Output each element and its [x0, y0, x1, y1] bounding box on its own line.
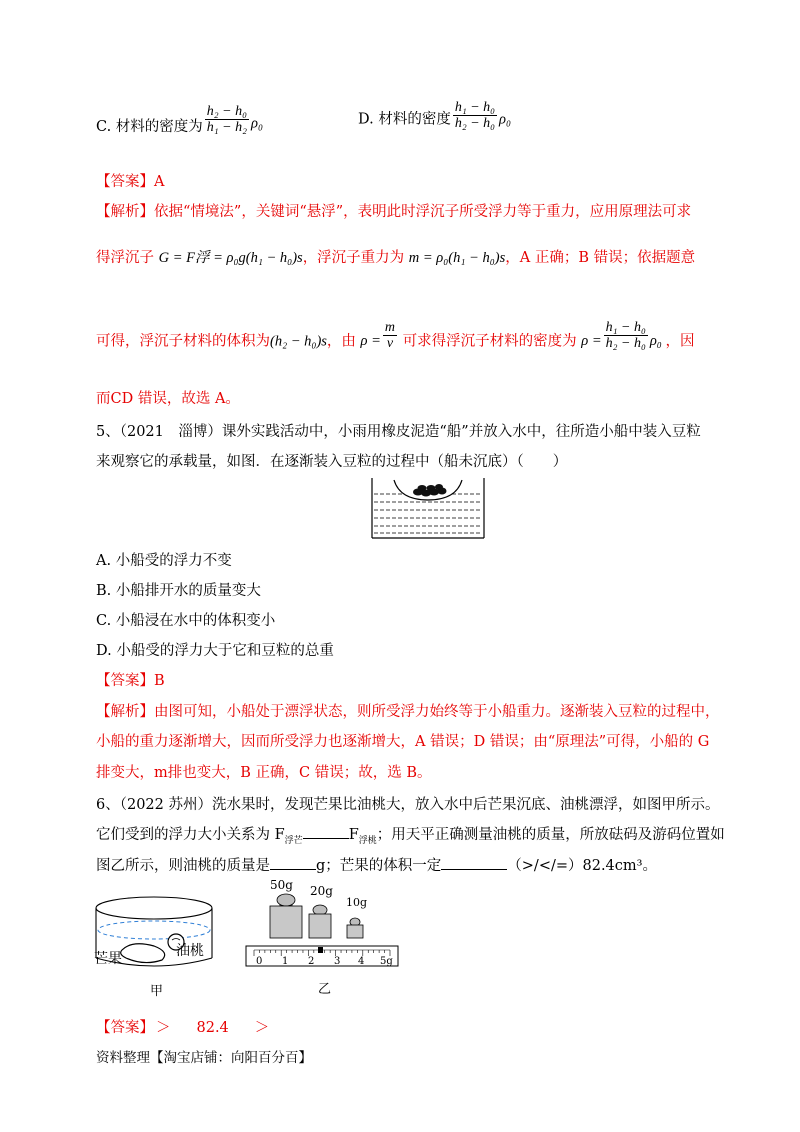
boat-figure	[370, 476, 486, 540]
q4-answer: 【答案】A	[96, 174, 165, 190]
formula-volume: (h₂ − h₀)s	[270, 333, 327, 350]
weight-10g	[347, 918, 363, 938]
q6-stem-line2: 它们受到的浮力大小关系为 $F_{浮芒}$ $F_{浮桃}$；用天平正确测量油桃的质量，所放砝码及游码位置如	[96, 827, 725, 846]
blank-3[interactable]	[441, 857, 507, 870]
peach-label: 油桃	[176, 943, 204, 959]
figure-yi-caption: 乙	[318, 982, 332, 997]
q6-answer: 【答案】 ＞ 82.4 ＞	[96, 1020, 270, 1036]
blank-2[interactable]	[270, 857, 316, 870]
formula-density-result: ρ = $\frac{\text{h₁ − h₀}}{\text{h₂ − h₀}}$ ρ₀	[581, 320, 662, 352]
q5-option-b: B. 小船排开水的质量变大	[96, 583, 261, 599]
q5-explanation-line1: 【解析】由图可知，小船处于漂浮状态，则所受浮力始终等于小船重力。逐渐装入豆粒的过程中，	[96, 704, 720, 720]
weight-50g-label: 50g	[270, 878, 293, 892]
option-d-label: D. 材料的密度	[358, 111, 451, 128]
q4-explanation-line3: 可得，浮沉子材料的体积为(h₂ − h₀)s，由 ρ = $\frac{m}{v}$ 可求得浮沉子材料的密度为 ρ = $\frac{\text{h₁ − h₀}}{\text{h₂ − h₀}}$ ρ₀ ，因	[96, 320, 695, 352]
scale-tick-labels: 0 1 2 3 4 5g	[256, 956, 393, 967]
weight-50g	[270, 894, 302, 938]
blank-1[interactable]	[303, 826, 349, 839]
q5-option-c: C. 小船浸在水中的体积变小	[96, 613, 276, 629]
option-c-label: C. 材料的密度为	[96, 118, 203, 135]
option-d: D. 材料的密度 $\frac{\text{h₁ − h₀}}{\text{h₂ − h₀}}$ ρ₀	[358, 100, 512, 132]
weight-20g	[309, 905, 331, 938]
q5-answer: 【答案】B	[96, 673, 165, 689]
option-c-fraction: $\frac{\text{h₂ − h₀}}{\text{h₁ − h₂}}$	[206, 104, 247, 136]
formula-buoyancy: G = F浮 = ρ₀g(h₁ − h₀)s	[158, 250, 303, 266]
weight-20g-label: 20g	[310, 884, 333, 898]
formula-mass: m = ρ₀(h₁ − h₀)s	[408, 250, 506, 266]
q5-explanation-line3: 排变大，m排也变大，B 正确，C 错误；故，选 B。	[96, 765, 432, 781]
rider[interactable]	[318, 947, 323, 953]
weight-10g-label: 10g	[346, 896, 368, 909]
figure-jia-caption: 甲	[150, 984, 164, 999]
q6-stem-line1: 6、（2022 苏州）洗水果时，发现芒果比油桃大，放入水中后芒果沉底、油桃漂浮，如图甲所示。	[96, 797, 720, 813]
q5-stem-line1: 5、（2021 淄博）课外实践活动中，小雨用橡皮泥造“船”并放入水中，往所造小船中装入豆粒	[96, 424, 701, 440]
q5-option-a: A. 小船受的浮力不变	[96, 553, 232, 569]
q5-stem-line2: 来观察它的承载量，如图．在逐渐装入豆粒的过程中（船未沉底）（ ）	[96, 454, 568, 470]
q5-explanation-line2: 小船的重力逐渐增大，因而所受浮力也逐渐增大，A 错误；D 错误；由“原理法”可得，小船的 G	[96, 734, 710, 750]
option-c: C. 材料的密度为 $\frac{\text{h₂ − h₀}}{\text{h₁ − h₂}}$ ρ₀	[96, 104, 263, 136]
formula-density-def: ρ = $\frac{m}{v}$	[360, 320, 396, 352]
q5-option-d: D. 小船受的浮力大于它和豆粒的总重	[96, 643, 334, 659]
option-d-fraction: $\frac{\text{h₁ − h₀}}{\text{h₂ − h₀}}$	[454, 100, 496, 132]
q6-stem-line3: 图乙所示，则油桃的质量是 g；芒果的体积一定 （>/</=）82.4cm³。	[96, 858, 657, 874]
mango-shape	[121, 944, 165, 963]
q4-explanation-line4: 而CD 错误，故选 A。	[96, 391, 240, 407]
q4-explanation-line2: 得浮沉子 G = F浮 = ρ₀g(h₁ − h₀)s，浮沉子重力为 m = ρ₀(h₁ − h₀)s，A 正确；B 错误；依据题意	[96, 250, 696, 266]
water-surface	[98, 921, 210, 939]
q4-explanation-line1: 【解析】依据“情境法”，关键词“悬浮”，表明此时浮沉子所受浮力等于重力，应用原理法可求	[96, 204, 692, 220]
mango-label: 芒果	[94, 951, 122, 967]
footer-note: 资料整理【淘宝店铺：向阳百分百】	[96, 1050, 312, 1066]
